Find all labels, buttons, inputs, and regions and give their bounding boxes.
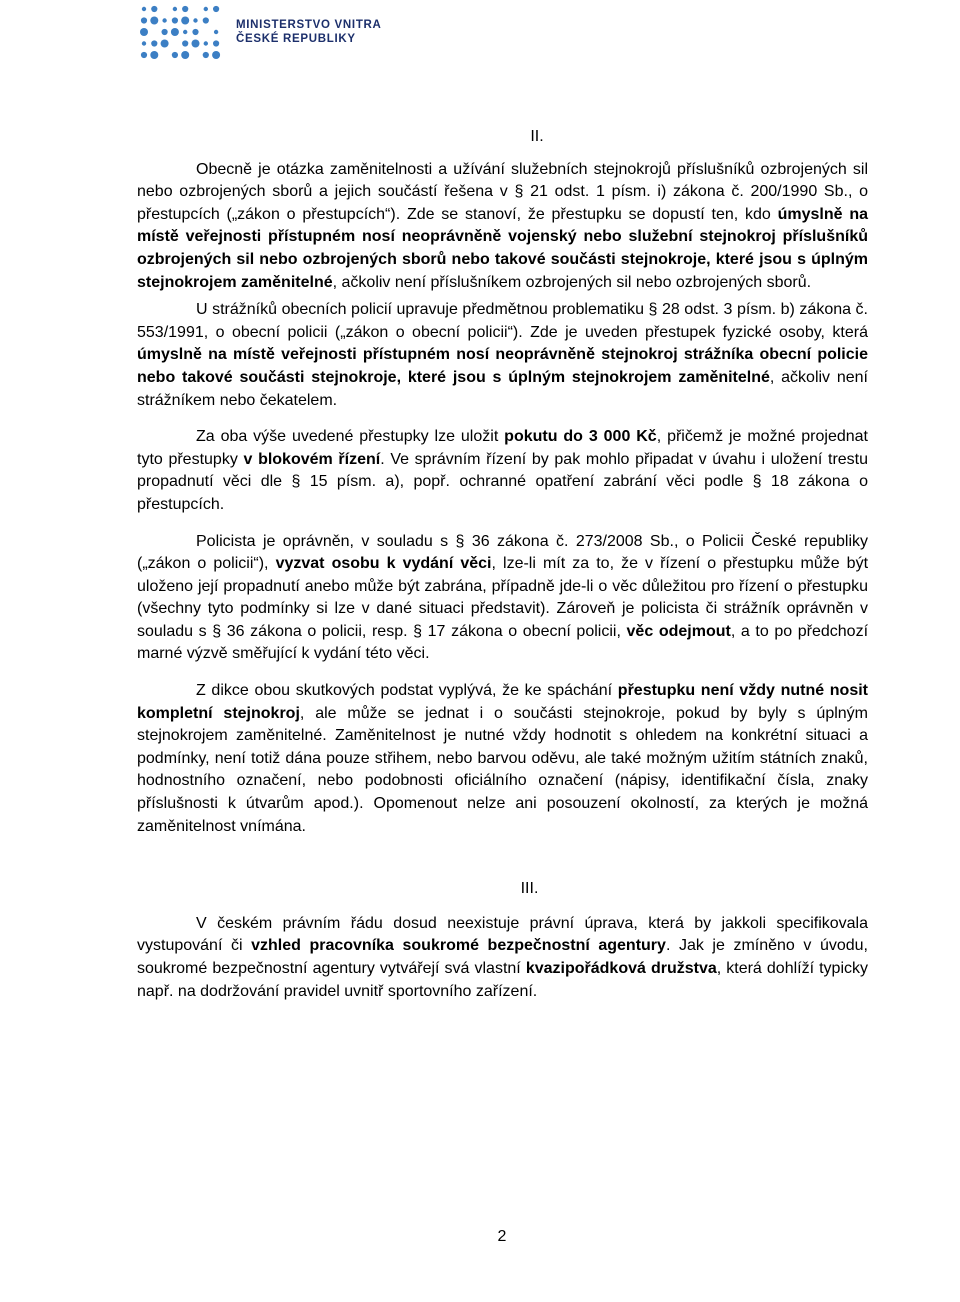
logo-dot (142, 41, 146, 45)
logo-dot (213, 40, 219, 46)
text-run: , ale může se jednat i o součásti stejnokroje, pokud by byly s úplným stejnokrojem zaměnitelné. Zaměnitelnost je nutné vždy hodnotit s ohledem na konkrétní situaci a podmínky, není totiž dána pouze střihem, nebo barvou oděvu, ale také možným užitím státních znaků, hodnostního označení, nebo podobnosti oficiálního označení (nápisy, identifikační čísla, znaky příslušnosti k útvarům apod.). Opomenout nelze ani posouzení okolností, za kterých je možná zaměnitelnost vnímána. (137, 704, 868, 835)
logo-dot (204, 41, 208, 45)
bold-text-run: úmyslně na místě veřejnosti přístupném nosí neoprávněně stejnokroj strážníka obecní policie nebo takové součásti stejnokroje, které jsou s úplným stejnokrojem zaměnitelné (137, 346, 868, 386)
text-run: . Jak je zmíněno v úvodu, soukromé bezpečnostní agentury vytvářejí svá vlastní (137, 937, 869, 977)
paragraph-3 (137, 426, 868, 516)
document-body (137, 126, 868, 1017)
logo-dot (182, 40, 188, 46)
logo-dot (151, 6, 157, 12)
bold-text-run: vzhled pracovníka soukromé bezpečnostní agentury (251, 937, 666, 955)
bold-text-run: vyzvat osobu k vydání věci (275, 555, 492, 573)
logo-dot (181, 51, 189, 59)
logo-dot (183, 30, 187, 34)
logo-dot (172, 52, 178, 58)
logo-dot (150, 17, 158, 25)
text-run: , a to po předchozí marné výzvě směřující k vydání této věci. (137, 622, 869, 663)
bold-text-run: přestupku není vždy nutné nosit kompletní stejnokroj (137, 682, 868, 722)
logo-dot (142, 7, 146, 11)
logo-dot (162, 29, 168, 35)
ministry-name-line2: ČESKÉ REPUBLIKY (236, 33, 356, 45)
text-run: Z dikce obou skutkových podstat vyplývá, že ke spáchání (196, 682, 618, 700)
logo-dot (161, 40, 169, 48)
bold-text-run: věc odejmout (626, 622, 731, 640)
bold-text-run: úmyslně na místě veřejnosti přístupném nosí neoprávněně vojenský nebo služební stejnokroj příslušníků ozbrojených sil nebo ozbrojených sborů nebo takové součásti stejnokroje, které jsou s úplným stejnokrojem zaměnitelné (137, 205, 869, 291)
logo-dot (172, 17, 178, 23)
ministry-logo (138, 3, 382, 61)
section-heading-iii: III. (520, 880, 539, 898)
bold-text-run: pokutu do 3 000 Kč (504, 428, 657, 446)
text-run: . Ve správním řízení by pak mohlo připadat v úvahu i uložení trestu propadnutí věci dle § 15 písm. a), popř. ochranné opatření zabrání věci podle § 18 zákona o přestupcích. (137, 450, 869, 513)
logo-dot (214, 30, 218, 34)
page-number: 2 (497, 1228, 507, 1245)
text-run: , ačkoliv není strážníkem nebo čekatelem. (137, 368, 868, 409)
logo-dot (204, 7, 208, 11)
logo-dot (182, 6, 188, 12)
logo-dot (141, 52, 147, 58)
text-run: , lze-li mít za to, že v řízení o přestupku může být uloženo její propadnutí anebo může být zabrána, případně jde-li o věc důležitou pro řízení o přestupku (všechny tyto podmínky si lze v dané situaci představit). Zároveň je policista či strážník oprávněn v souladu s § 36 zákona o policii, resp. § 17 zákona o obecní policii, (137, 555, 869, 640)
logo-dot (140, 28, 148, 36)
logo-dot (141, 17, 147, 23)
text-run: U strážníků obecních policií upravuje předmětnou problematiku § 28 odst. 3 písm. b) zákona č. 553/1991, o obecní policii („zákon o obecní policii“). Zde je uveden přestupek fyzické osoby, která (137, 301, 868, 341)
ministry-name-line1: MINISTERSTVO VNITRA (236, 19, 382, 31)
logo-dot (173, 7, 177, 11)
paragraph-4 (137, 531, 868, 667)
logo-dot (162, 18, 166, 22)
logo-dot (151, 40, 157, 46)
logo-dot (181, 17, 189, 25)
logo-dot (203, 17, 209, 23)
logo-dot (192, 29, 198, 35)
text-run: V českém právním řádu dosud neexistuje právní úprava, která by jakkoli specifikovala vystupování či (137, 914, 868, 955)
ministry-name (236, 18, 382, 46)
bold-text-run: kvazipořádková družstva (525, 960, 717, 977)
text-run: Policista je oprávněn, v souladu s § 36 zákona č. 273/2008 Sb., o Policii České republiky („zákon o policii“), (137, 532, 868, 573)
text-run: Za oba výše uvedené přestupky lze uložit (196, 428, 505, 446)
logo-dot (171, 28, 179, 36)
logo-dot (212, 51, 220, 59)
logo-dot (203, 52, 209, 58)
logo-dot (192, 40, 200, 48)
paragraph-6 (137, 913, 868, 1003)
text-run: , která dohlíží typicky např. na dodržování pravidel uvnitř sportovního zařízení. (137, 960, 869, 1000)
paragraph-5 (137, 680, 868, 838)
section-heading-ii: II. (530, 128, 544, 145)
text-run: , ačkoliv není příslušníkem ozbrojených sil nebo ozbrojených sborů. (332, 273, 812, 291)
paragraph-1 (137, 159, 868, 295)
logo-dot (193, 18, 197, 22)
logo-dot (150, 51, 158, 59)
logo-dot (213, 6, 219, 12)
dot-grid-logo-icon (138, 3, 222, 61)
bold-text-run: v blokovém řízení (243, 450, 381, 468)
paragraph-2 (137, 299, 868, 412)
text-run: , přičemž je možné projednat tyto přestupky (137, 428, 868, 468)
text-run: Obecně je otázka zaměnitelnosti a užívání služebních stejnokrojů příslušníků ozbrojených sil nebo ozbrojených sborů a jejich součástí řešena v § 21 odst. 1 písm. i) zákona č. 200/1990 Sb., o přestupcích („zákon o přestupcích“). Zde se stanoví, že přestupku se dopustí ten, kdo (137, 160, 868, 223)
